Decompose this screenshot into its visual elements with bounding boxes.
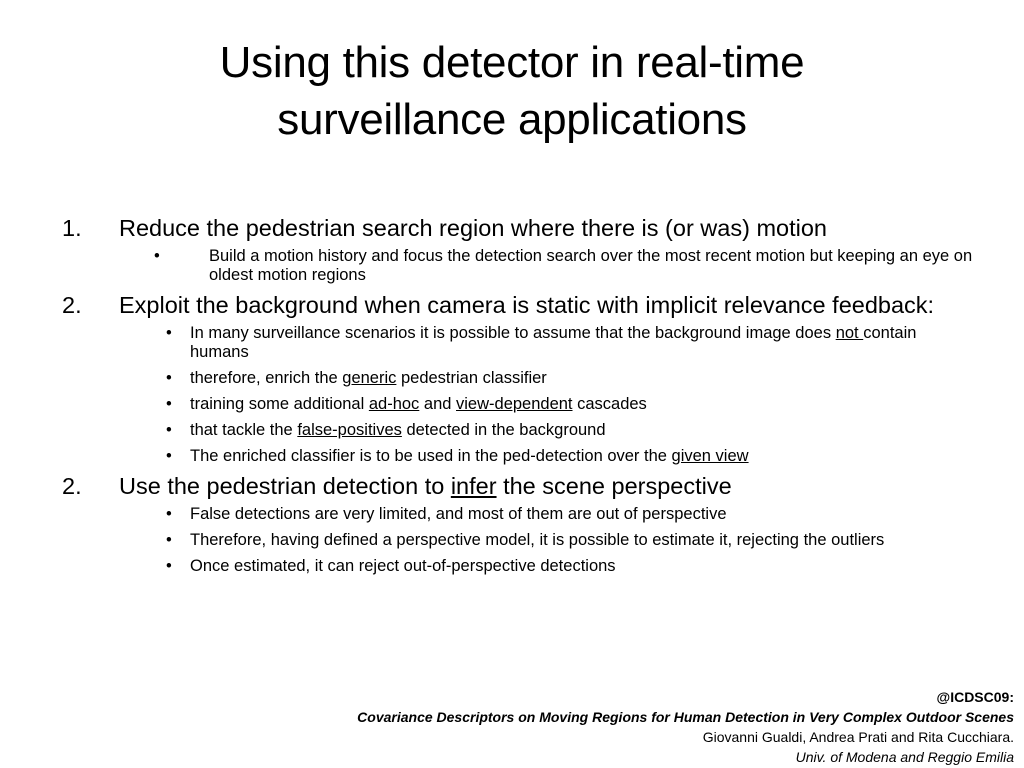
slide-title-line-2: surveillance applications (277, 95, 747, 144)
underlined-term: given view (671, 447, 749, 465)
underlined-term: view-dependent (456, 395, 573, 413)
bullet-dot: • (166, 369, 172, 387)
sub-bullet-text: Build a motion history and focus the detection search over the most recent motion but keeping an eye on oldest motion regions (209, 247, 973, 284)
underlined-term: false-positives (297, 421, 402, 439)
sub-bullet-text: Therefore, having defined a perspective model, it is possible to estimate it, rejecting the outliers (190, 531, 885, 549)
sub-bullet (0, 369, 1024, 388)
slide-body (0, 215, 1024, 583)
sub-bullet-text: therefore, enrich the generic pedestrian classifier (190, 369, 547, 387)
slide-title-line-1: Using this detector in real-time (219, 38, 805, 87)
sub-bullet (0, 557, 1024, 576)
sub-bullet-text: False detections are very limited, and most of them are out of perspective (190, 505, 727, 523)
underlined-term: infer (450, 473, 497, 499)
bullet-dot: • (166, 505, 172, 523)
underlined-term: ad-hoc (368, 395, 420, 413)
underlined-term: not (835, 324, 864, 342)
sub-bullet-text: training some additional ad-hoc and view-dependent cascades (190, 395, 647, 413)
bullet-dot: • (166, 324, 172, 342)
sub-bullet-text: that tackle the false-positives detected in the background (190, 421, 606, 439)
list-item-3 (0, 473, 1024, 499)
list-number: 1. (62, 215, 82, 241)
bullet-dot: • (166, 557, 172, 575)
sub-bullet (0, 421, 1024, 440)
bullet-dot: • (154, 247, 160, 265)
paper-title: Covariance Descriptors on Moving Regions for Human Detection in Very Complex Outdoor Scenes (357, 709, 1014, 725)
list-item-text: Use the pedestrian detection to infer the scene perspective (119, 473, 732, 499)
sub-bullet (0, 395, 1024, 414)
sub-bullet (0, 531, 1024, 550)
bullet-dot: • (166, 421, 172, 439)
list-item-2 (0, 292, 1024, 318)
list-item-text: Reduce the pedestrian search region where there is (or was) motion (119, 215, 827, 241)
underlined-term: generic (342, 369, 397, 387)
sub-bullet (0, 505, 1024, 524)
bullet-dot: • (166, 395, 172, 413)
paper-affiliation: Univ. of Modena and Reggio Emilia (795, 749, 1014, 765)
paper-authors: Giovanni Gualdi, Andrea Prati and Rita Cucchiara. (702, 729, 1014, 745)
sub-bullet-text: In many surveillance scenarios it is possible to assume that the background image does not contain humans (190, 324, 917, 361)
list-item-text: Exploit the background when camera is static with implicit relevance feedback: (119, 292, 935, 318)
sub-bullet-text: The enriched classifier is to be used in the ped-detection over the given view (190, 447, 749, 465)
sub-bullet-text: Once estimated, it can reject out-of-perspective detections (190, 557, 616, 575)
list-number: 2. (62, 292, 82, 318)
conference-tag: @ICDSC09: (936, 689, 1014, 705)
slide-title (60, 34, 964, 148)
bullet-dot: • (166, 531, 172, 549)
sub-bullet (0, 247, 1024, 285)
bullet-dot: • (166, 447, 172, 465)
sub-bullet (0, 447, 1024, 466)
citation-footer (357, 687, 1014, 767)
sub-bullet (0, 324, 1024, 362)
list-number: 2. (62, 473, 82, 499)
list-item-1 (0, 215, 1024, 241)
